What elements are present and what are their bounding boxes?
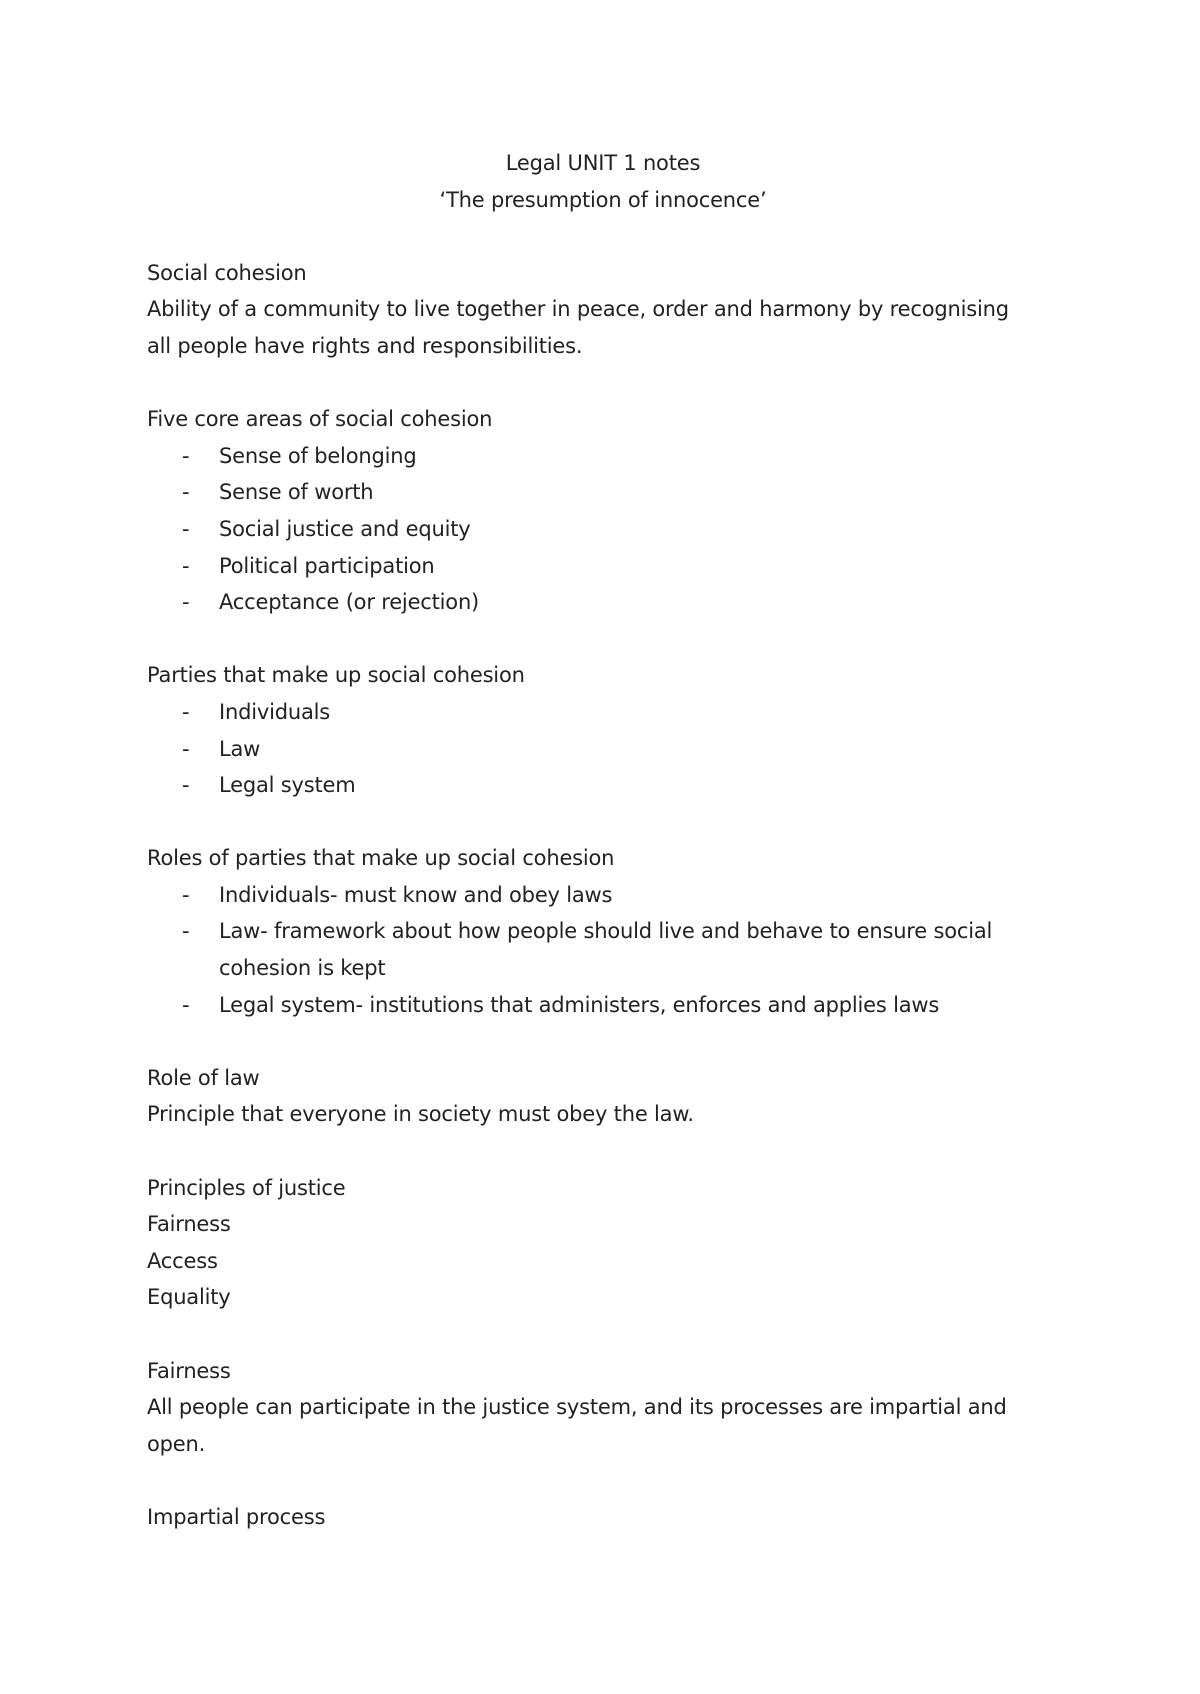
list-item <box>147 438 1067 475</box>
document-page <box>147 145 1067 1536</box>
section-heading-core-areas: Five core areas of social cohesion <box>147 407 493 432</box>
social-cohesion-definition-line-2: all people have rights and responsibilities. <box>147 333 583 358</box>
list-item-text: Political participation <box>219 553 435 578</box>
list-item <box>147 511 1067 548</box>
bullet-dash: - <box>182 773 190 798</box>
bullet-dash: - <box>182 443 190 468</box>
list-item-text: Individuals- must know and obey laws <box>219 882 613 907</box>
list-item-text: Acceptance (or rejection) <box>219 590 480 615</box>
principle-item: Equality <box>147 1285 231 1310</box>
bullet-dash: - <box>182 590 190 615</box>
spacer <box>147 1316 1067 1353</box>
bullet-dash: - <box>182 516 190 541</box>
list-item <box>147 731 1067 768</box>
spacer <box>147 218 1067 255</box>
list-item-text: Sense of worth <box>219 480 374 505</box>
list-item-text: Law- framework about how people should live and behave to ensure social <box>219 919 993 944</box>
section-heading-principles: Principles of justice <box>147 1175 346 1200</box>
spacer <box>147 1023 1067 1060</box>
bullet-dash: - <box>182 992 190 1017</box>
roles-list <box>147 877 1067 1023</box>
social-cohesion-definition-line-1: Ability of a community to live together in peace, order and harmony by recognising <box>147 297 1009 322</box>
section-heading-roles: Roles of parties that make up social cohesion <box>147 846 615 871</box>
bullet-dash: - <box>182 699 190 724</box>
role-of-law-definition: Principle that everyone in society must obey the law. <box>147 1102 694 1127</box>
principle-item: Access <box>147 1248 218 1273</box>
list-item <box>147 474 1067 511</box>
list-item-text: Legal system- institutions that administers, enforces and applies laws <box>219 992 940 1017</box>
list-item-text: Legal system <box>219 773 356 798</box>
list-item <box>147 913 1067 986</box>
spacer <box>147 621 1067 658</box>
list-item <box>147 548 1067 585</box>
section-heading-social-cohesion: Social cohesion <box>147 260 307 285</box>
list-item-text: Social justice and equity <box>219 516 471 541</box>
bullet-dash: - <box>182 480 190 505</box>
list-item-text: Individuals <box>219 699 331 724</box>
spacer <box>147 1462 1067 1499</box>
list-item-text: Sense of belonging <box>219 443 417 468</box>
fairness-definition-line-1: All people can participate in the justice system, and its processes are impartial and <box>147 1395 1007 1420</box>
list-item-continuation: cohesion is kept <box>219 956 386 981</box>
list-item <box>147 694 1067 731</box>
list-item <box>147 767 1067 804</box>
section-heading-role-of-law: Role of law <box>147 1065 260 1090</box>
section-heading-impartial-process: Impartial process <box>147 1504 326 1529</box>
list-item <box>147 584 1067 621</box>
bullet-dash: - <box>182 919 190 944</box>
list-item <box>147 987 1067 1024</box>
spacer <box>147 804 1067 841</box>
section-heading-fairness: Fairness <box>147 1358 231 1383</box>
parties-list <box>147 694 1067 804</box>
bullet-dash: - <box>182 553 190 578</box>
bullet-dash: - <box>182 736 190 761</box>
document-subtitle: ‘The presumption of innocence’ <box>439 187 767 212</box>
principle-item: Fairness <box>147 1212 231 1237</box>
core-areas-list <box>147 438 1067 621</box>
spacer <box>147 1133 1067 1170</box>
bullet-dash: - <box>182 882 190 907</box>
document-title: Legal UNIT 1 notes <box>505 151 701 175</box>
fairness-definition-line-2: open. <box>147 1431 206 1456</box>
list-item-text: Law <box>219 736 261 761</box>
list-item <box>147 877 1067 914</box>
spacer <box>147 365 1067 402</box>
section-heading-parties: Parties that make up social cohesion <box>147 663 525 688</box>
